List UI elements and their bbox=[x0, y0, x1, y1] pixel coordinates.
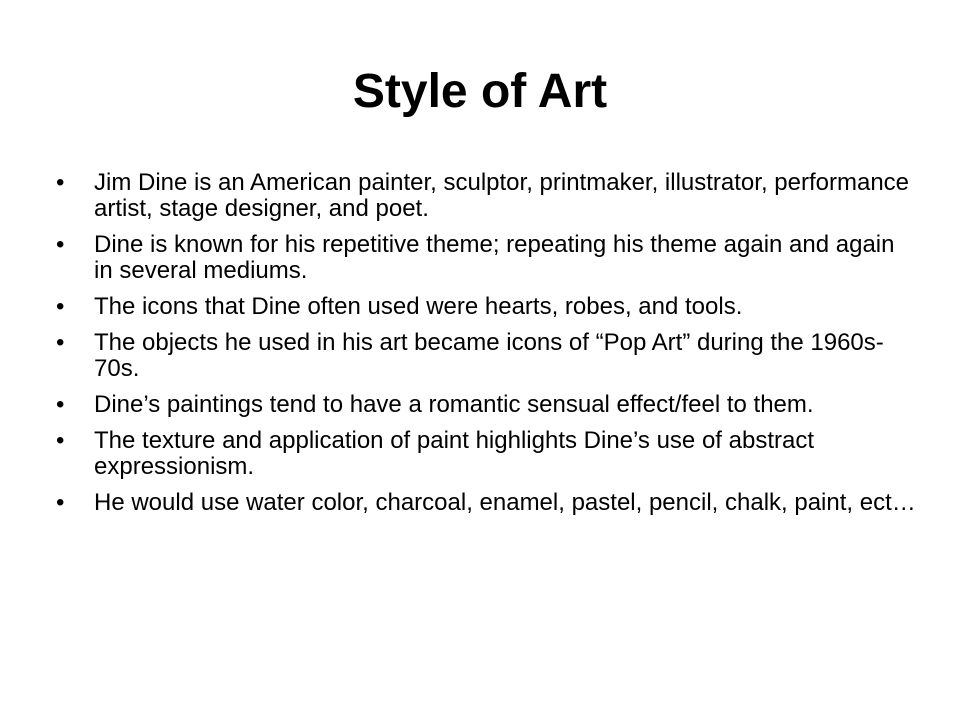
bullet-text: The icons that Dine often used were hearts, robes, and tools. bbox=[94, 293, 743, 320]
bullet-text: The objects he used in his art became icons of “Pop Art” during the 1960s-70s. bbox=[94, 329, 884, 382]
bullet-item bbox=[56, 428, 916, 480]
bullet-glyph: • bbox=[56, 427, 65, 454]
bullet-item bbox=[56, 490, 916, 516]
bullet-item bbox=[56, 330, 916, 382]
bullet-glyph: • bbox=[56, 169, 65, 196]
bullet-glyph: • bbox=[56, 489, 65, 516]
bullet-text: Jim Dine is an American painter, sculptor, printmaker, illustrator, performance artist, stage designer, and poet. bbox=[94, 169, 910, 222]
bullet-item bbox=[56, 232, 916, 284]
bullet-glyph: • bbox=[56, 231, 65, 258]
bullet-text: Dine is known for his repetitive theme; repeating his theme again and again in several mediums. bbox=[94, 231, 895, 284]
bullet-item bbox=[56, 392, 916, 418]
bullet-item bbox=[56, 170, 916, 222]
bullet-text: He would use water color, charcoal, enamel, pastel, pencil, chalk, paint, ect… bbox=[94, 489, 916, 516]
bullet-glyph: • bbox=[56, 293, 65, 320]
bullet-glyph: • bbox=[56, 391, 65, 418]
bullet-item bbox=[56, 294, 916, 320]
slide-title: Style of Art bbox=[352, 65, 608, 118]
bullet-glyph: • bbox=[56, 329, 65, 356]
bullet-text: Dine’s paintings tend to have a romantic sensual effect/feel to them. bbox=[94, 391, 814, 418]
bullet-list bbox=[56, 170, 916, 526]
bullet-text: The texture and application of paint highlights Dine’s use of abstract expressionism. bbox=[94, 427, 814, 480]
